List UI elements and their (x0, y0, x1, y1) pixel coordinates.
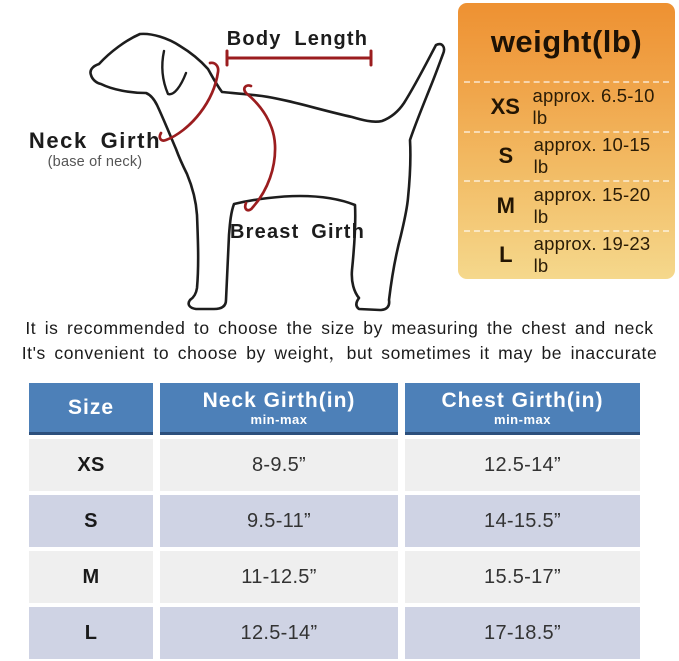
sizing-note-line-1: It is recommended to choose the size by measuring the chest and neck (25, 318, 654, 338)
table-cell-chest-xs: 12.5-14” (405, 439, 640, 491)
sizing-note (0, 316, 679, 366)
breast-girth-label: Breast Girth (230, 221, 365, 243)
weight-panel-title: weight(lb) (490, 24, 643, 59)
weight-value-l: approx. 19-23 lb (533, 233, 651, 277)
breast-girth-arc (244, 85, 275, 210)
weight-value-m: approx. 15-20 lb (533, 183, 651, 227)
table-cell-chest-m: 15.5-17” (405, 551, 640, 603)
header-neck-sublabel: min-max (250, 411, 308, 427)
table-cell-chest-l: 17-18.5” (405, 607, 640, 659)
weight-row-s (464, 131, 669, 181)
size-table (29, 383, 640, 659)
weight-size-xs: XS (490, 93, 520, 119)
body-length-label: Body Length (226, 28, 369, 50)
weight-value-s: approx. 10-15 lb (533, 134, 651, 178)
table-cell-size-s: S (29, 495, 153, 547)
dog-body-path (90, 34, 444, 310)
table-cell-size-m: M (29, 551, 153, 603)
size-table-header-chest (405, 383, 640, 435)
header-chest-sublabel: min-max (494, 411, 551, 427)
table-cell-neck-l: 12.5-14” (160, 607, 398, 659)
table-cell-chest-s: 14-15.5” (405, 495, 640, 547)
weight-size-l: L (499, 242, 513, 268)
dog-measurement-diagram (0, 0, 460, 330)
header-chest-label: Chest Girth(in) (441, 388, 604, 412)
table-cell-neck-s: 9.5-11” (160, 495, 398, 547)
table-cell-neck-xs: 8-9.5” (160, 439, 398, 491)
dog-ear-path (162, 51, 186, 94)
header-size-label: Size (67, 396, 115, 419)
weight-value-xs: approx. 6.5-10 lb (532, 84, 655, 128)
weight-row-xs (464, 81, 669, 131)
size-table-header-neck (160, 383, 398, 435)
weight-row-l (464, 230, 669, 280)
weight-size-m: M (496, 192, 515, 218)
table-cell-size-xs: XS (29, 439, 153, 491)
table-cell-neck-m: 11-12.5” (160, 551, 398, 603)
table-cell-size-l: L (29, 607, 153, 659)
neck-girth-sublabel: (base of neck) (47, 154, 143, 170)
weight-row-m (464, 180, 669, 230)
sizing-note-line-2: It's convenient to choose by weight，but sometimes it may be inaccurate (21, 343, 658, 363)
neck-girth-label: Neck Girth (28, 128, 162, 153)
header-neck-label: Neck Girth(in) (202, 388, 356, 412)
weight-size-s: S (498, 143, 514, 169)
body-length-line (227, 51, 371, 65)
size-table-header-size (29, 383, 153, 435)
weight-panel (458, 3, 675, 279)
